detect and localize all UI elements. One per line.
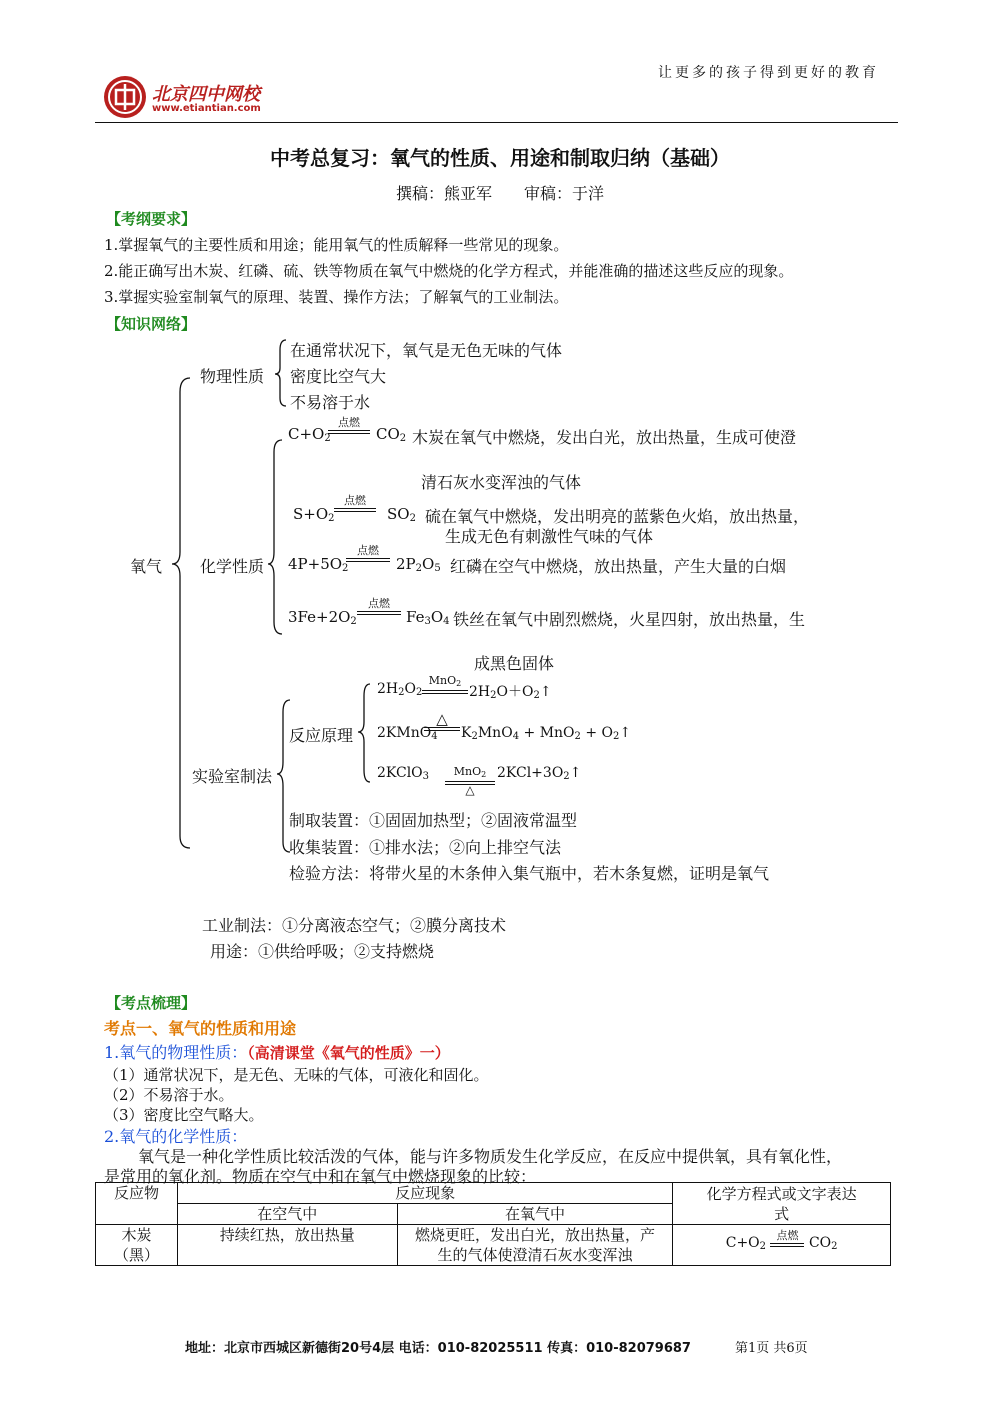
lab-reaction-h2o2: $2H_2O_2$ [377,681,423,698]
table-row [96,1225,891,1266]
condition-ignite: 点燃 [357,598,401,615]
cell-substance: 木炭 （黑） [96,1225,178,1266]
test-method: 检验方法：将带火星的木条伸入集气瓶中，若木条复燃，证明是氧气 [289,864,770,883]
chemical-label: 化学性质 [200,557,265,576]
uses: 用途：①供给呼吸；②支持燃烧 [210,942,435,961]
collection: 收集装置：①排水法；②向上排空气法 [289,838,562,857]
requirements-heading: 【考纲要求】 [106,210,197,228]
logo-text: 北京四中网校 [152,84,260,105]
physical-point: （1）通常状况下，是无色、无味的气体，可液化和固化。 [104,1066,489,1084]
condition-mno2-heat: MnO$_2$ △ [445,766,495,796]
cell-equation: $C+O_2$ 点燃 $CO_2$ [673,1225,891,1266]
page-title: 中考总复习：氧气的性质、用途和制取归纳（基础） [270,146,730,170]
reaction-sulfur-desc: 硫在氧气中燃烧，发出明亮的蓝紫色火焰，放出热量， [425,507,810,526]
chemical-subheading: 2.氧气的化学性质： [104,1127,248,1146]
requirement-item: 3.掌握实验室制氧气的原理、装置、操作方法；了解氧气的工业制法。 [104,288,569,306]
header-substance: 反应物 [96,1183,178,1225]
lab-label: 实验室制法 [192,767,273,786]
reaction-carbon-desc-cont: 清石灰水变浑浊的气体 [421,473,582,492]
lab-reaction-kclo3: 2KClO$_3$ [377,765,430,782]
header-in-oxygen: 在氧气中 [397,1204,673,1225]
physical-item: 不易溶于水 [290,393,371,412]
reaction-iron-desc-cont: 成黑色固体 [474,654,555,673]
physical-item: 密度比空气大 [290,367,387,386]
condition-mno2: MnO$_2$ [422,675,468,694]
network-root: 氧气 [130,557,163,576]
physical-point: （2）不易溶于水。 [104,1086,234,1104]
reaction-phosphorus: $4P+5O_2$ [288,555,349,574]
reaction-sulfur: $S+O_2$ [293,505,335,524]
industrial-method: 工业制法：①分离液态空气；②膜分离技术 [202,916,507,935]
physical-label: 物理性质 [200,367,265,386]
condition-ignite: 点燃 [328,417,370,434]
point-one-title: 考点一、氧气的性质和用途 [104,1019,297,1038]
table-row [96,1183,891,1204]
chemical-paragraph-cont: 是常用的氧化剂。物质在空气中和在氧气中燃烧现象的比较： [104,1167,537,1186]
network-heading: 【知识网络】 [106,315,197,333]
reaction-phosphorus-desc: 红磷在空气中燃烧，放出热量，产生大量的白烟 [450,557,787,576]
condition-ignite: 点燃 [346,545,390,562]
physical-item: 在通常状况下，氧气是无色无味的气体 [290,341,563,360]
authors: 撰稿：熊亚军 审稿：于洋 [395,184,604,203]
logo-url: www.etiantian.com [152,103,261,114]
footer-address: 地址：北京市西城区新德街20号4层 电话：010-82025511 传真：010-82079687 [185,1341,691,1356]
lab-reaction-kmno4: 2KMnO$_4$ [377,725,438,742]
header-phenomenon: 反应现象 [177,1183,672,1204]
requirement-item: 2.能正确写出木炭、红磷、硫、铁等物质在氧气中燃烧的化学方程式，并能准确的描述这些反应的现象。 [104,262,794,280]
header-in-air: 在空气中 [177,1204,397,1225]
physical-point: （3）密度比空气略大。 [104,1106,264,1124]
chemical-paragraph: 氧气是一种化学性质比较活泼的气体，能与许多物质发生化学反应，在反应中提供氧，具有氧化性， [138,1147,843,1166]
reaction-carbon: $C+O_2$ [288,425,331,444]
header-equation: 化学方程式或文字表达 式 [673,1183,891,1225]
cell-oxygen: 燃烧更旺，发出白光，放出热量，产 生的气体使澄清石灰水变浑浊 [397,1225,673,1266]
points-heading: 【考点梳理】 [106,994,197,1012]
principle-label: 反应原理 [289,726,354,745]
reaction-iron: $3Fe+2O_2$ [288,608,357,627]
requirement-item: 1.掌握氧气的主要性质和用途；能用氧气的性质解释一些常见的现象。 [104,236,569,254]
header-slogan: 让更多的孩子得到更好的教育 [658,65,879,81]
reaction-iron-desc: 铁丝在氧气中剧烈燃烧，火星四射，放出热量，生 [453,610,806,629]
cell-air: 持续红热，放出热量 [177,1225,397,1266]
reaction-sulfur-desc-cont: 生成无色有刺激性气味的气体 [445,527,654,546]
apparatus: 制取装置：①固固加热型；②固液常温型 [289,811,578,830]
reaction-carbon-desc: 木炭在氧气中燃烧，发出白光，放出热量，生成可使澄 [412,428,797,447]
comparison-table [95,1182,891,1266]
physical-subheading: 1.氧气的物理性质：（高清课堂《氧气的性质》一） [104,1043,450,1062]
footer-page-number: 第1页 共6页 [735,1341,808,1356]
condition-heat: △ [424,712,460,731]
condition-ignite: 点燃 [334,495,376,512]
